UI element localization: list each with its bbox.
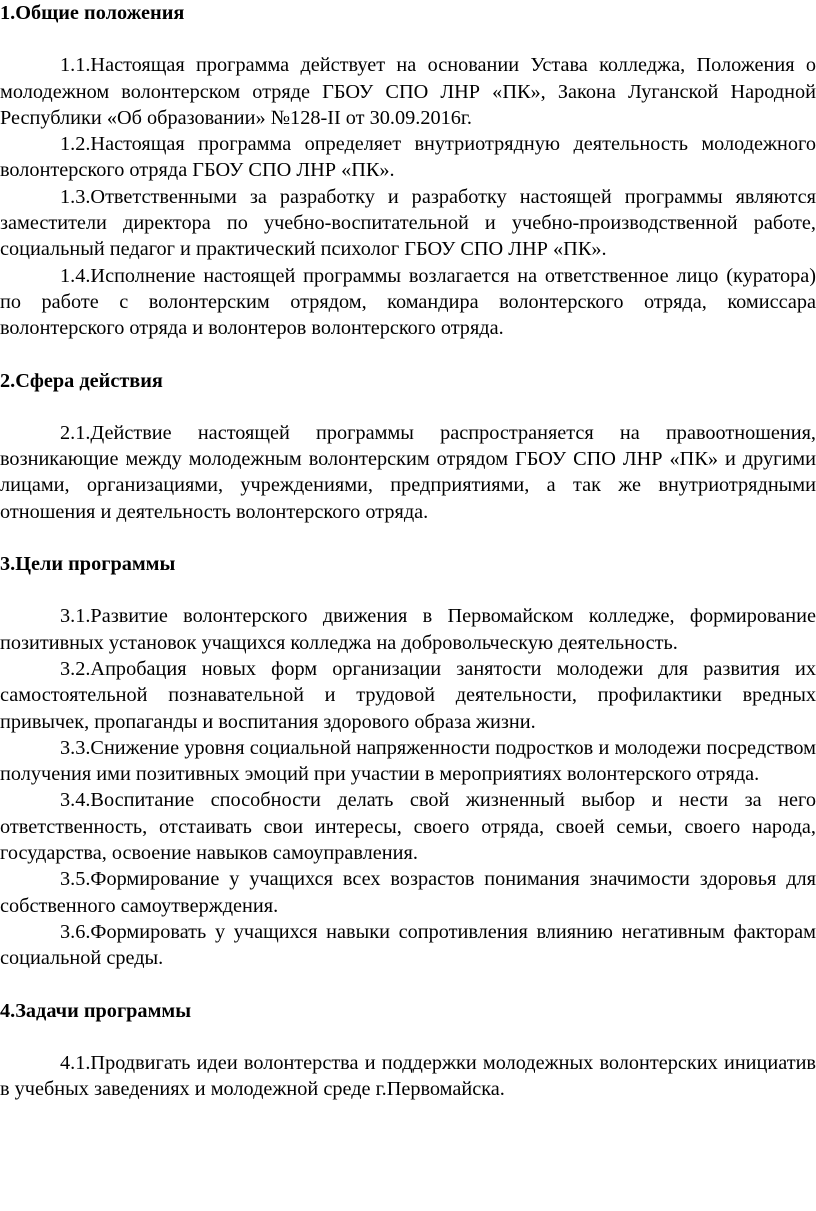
paragraph-3-1: 3.1.Развитие волонтерского движения в Первомайском колледже, формирование позитивных установок учащихся колледжа на добровольческую деятельность.	[0, 605, 816, 654]
section-scope	[0, 368, 816, 525]
section-tasks	[0, 998, 816, 1103]
paragraph-2-1: 2.1.Действие настоящей программы распространяется на правоотношения, возникающие между молодежным волонтерским отрядом ГБОУ СПО ЛНР «ПК» и другими лицами, организациями, учреждениями, предприятиями, а так же внутриотрядными отношения и деятельность волонтерского отряда.	[0, 421, 816, 523]
section-general-provisions	[0, 0, 816, 342]
section-body	[0, 52, 816, 341]
section-body	[0, 1050, 816, 1103]
section-heading: 1.Общие положения	[0, 2, 185, 24]
paragraph-1-2: 1.2.Настоящая программа определяет внутриотрядную деятельность молодежного волонтерского отряда ГБОУ СПО ЛНР «ПК».	[0, 133, 816, 182]
paragraph-3-4: 3.4.Воспитание способности делать свой жизненный выбор и нести за него ответственность, отстаивать свои интересы, своего отряда, своей семьи, своего народа, государства, освоение навыков самоуправления.	[0, 789, 816, 865]
paragraph-1-4: 1.4.Исполнение настоящей программы возлагается на ответственное лицо (куратора) по работе с волонтерским отрядом, командира волонтерского отряда, комиссара волонтерского отряда и волонтеров волонтерского отряда.	[0, 264, 816, 340]
paragraph-3-2: 3.2.Апробация новых форм организации занятости молодежи для развития их самостоятельной познавательной и трудовой деятельности, профилактики вредных привычек, пропаганды и воспитания здорового образа жизни.	[0, 657, 816, 733]
section-body	[0, 420, 816, 525]
paragraph-3-5: 3.5.Формирование у учащихся всех возрастов понимания значимости здоровья для собственного самоутверждения.	[0, 868, 816, 917]
paragraph-4-1: 4.1.Продвигать идеи волонтерства и поддержки молодежных волонтерских инициатив в учебных заведениях и молодежной среде г.Первомайска.	[0, 1051, 816, 1101]
paragraph-3-3: 3.3.Снижение уровня социальной напряженности подростков и молодежи посредством получения ими позитивных эмоций при участии в мероприятиях волонтерского отряда.	[0, 736, 816, 786]
section-heading: 4.Задачи программы	[0, 999, 192, 1022]
section-goals	[0, 551, 816, 971]
section-body	[0, 603, 816, 971]
paragraph-3-6: 3.6.Формировать у учащихся навыки сопротивления влиянию негативным факторам социальной среды.	[0, 920, 816, 970]
paragraph-1-1: 1.1.Настоящая программа действует на основании Устава колледжа, Положения о молодежном волонтерском отряде ГБОУ СПО ЛНР «ПК», Закона Луганской Народной Республики «Об образовании» №128-II от 30.09.2016г.	[0, 54, 816, 129]
section-heading: 2.Сфера действия	[0, 369, 163, 392]
section-heading: 3.Цели программы	[0, 553, 176, 576]
paragraph-1-3: 1.3.Ответственными за разработку и разработку настоящей программы являются заместители директора по учебно-воспитательной и учебно-производственной работе, социальный педагог и практический психолог ГБОУ СПО ЛНР «ПК».	[0, 185, 816, 261]
